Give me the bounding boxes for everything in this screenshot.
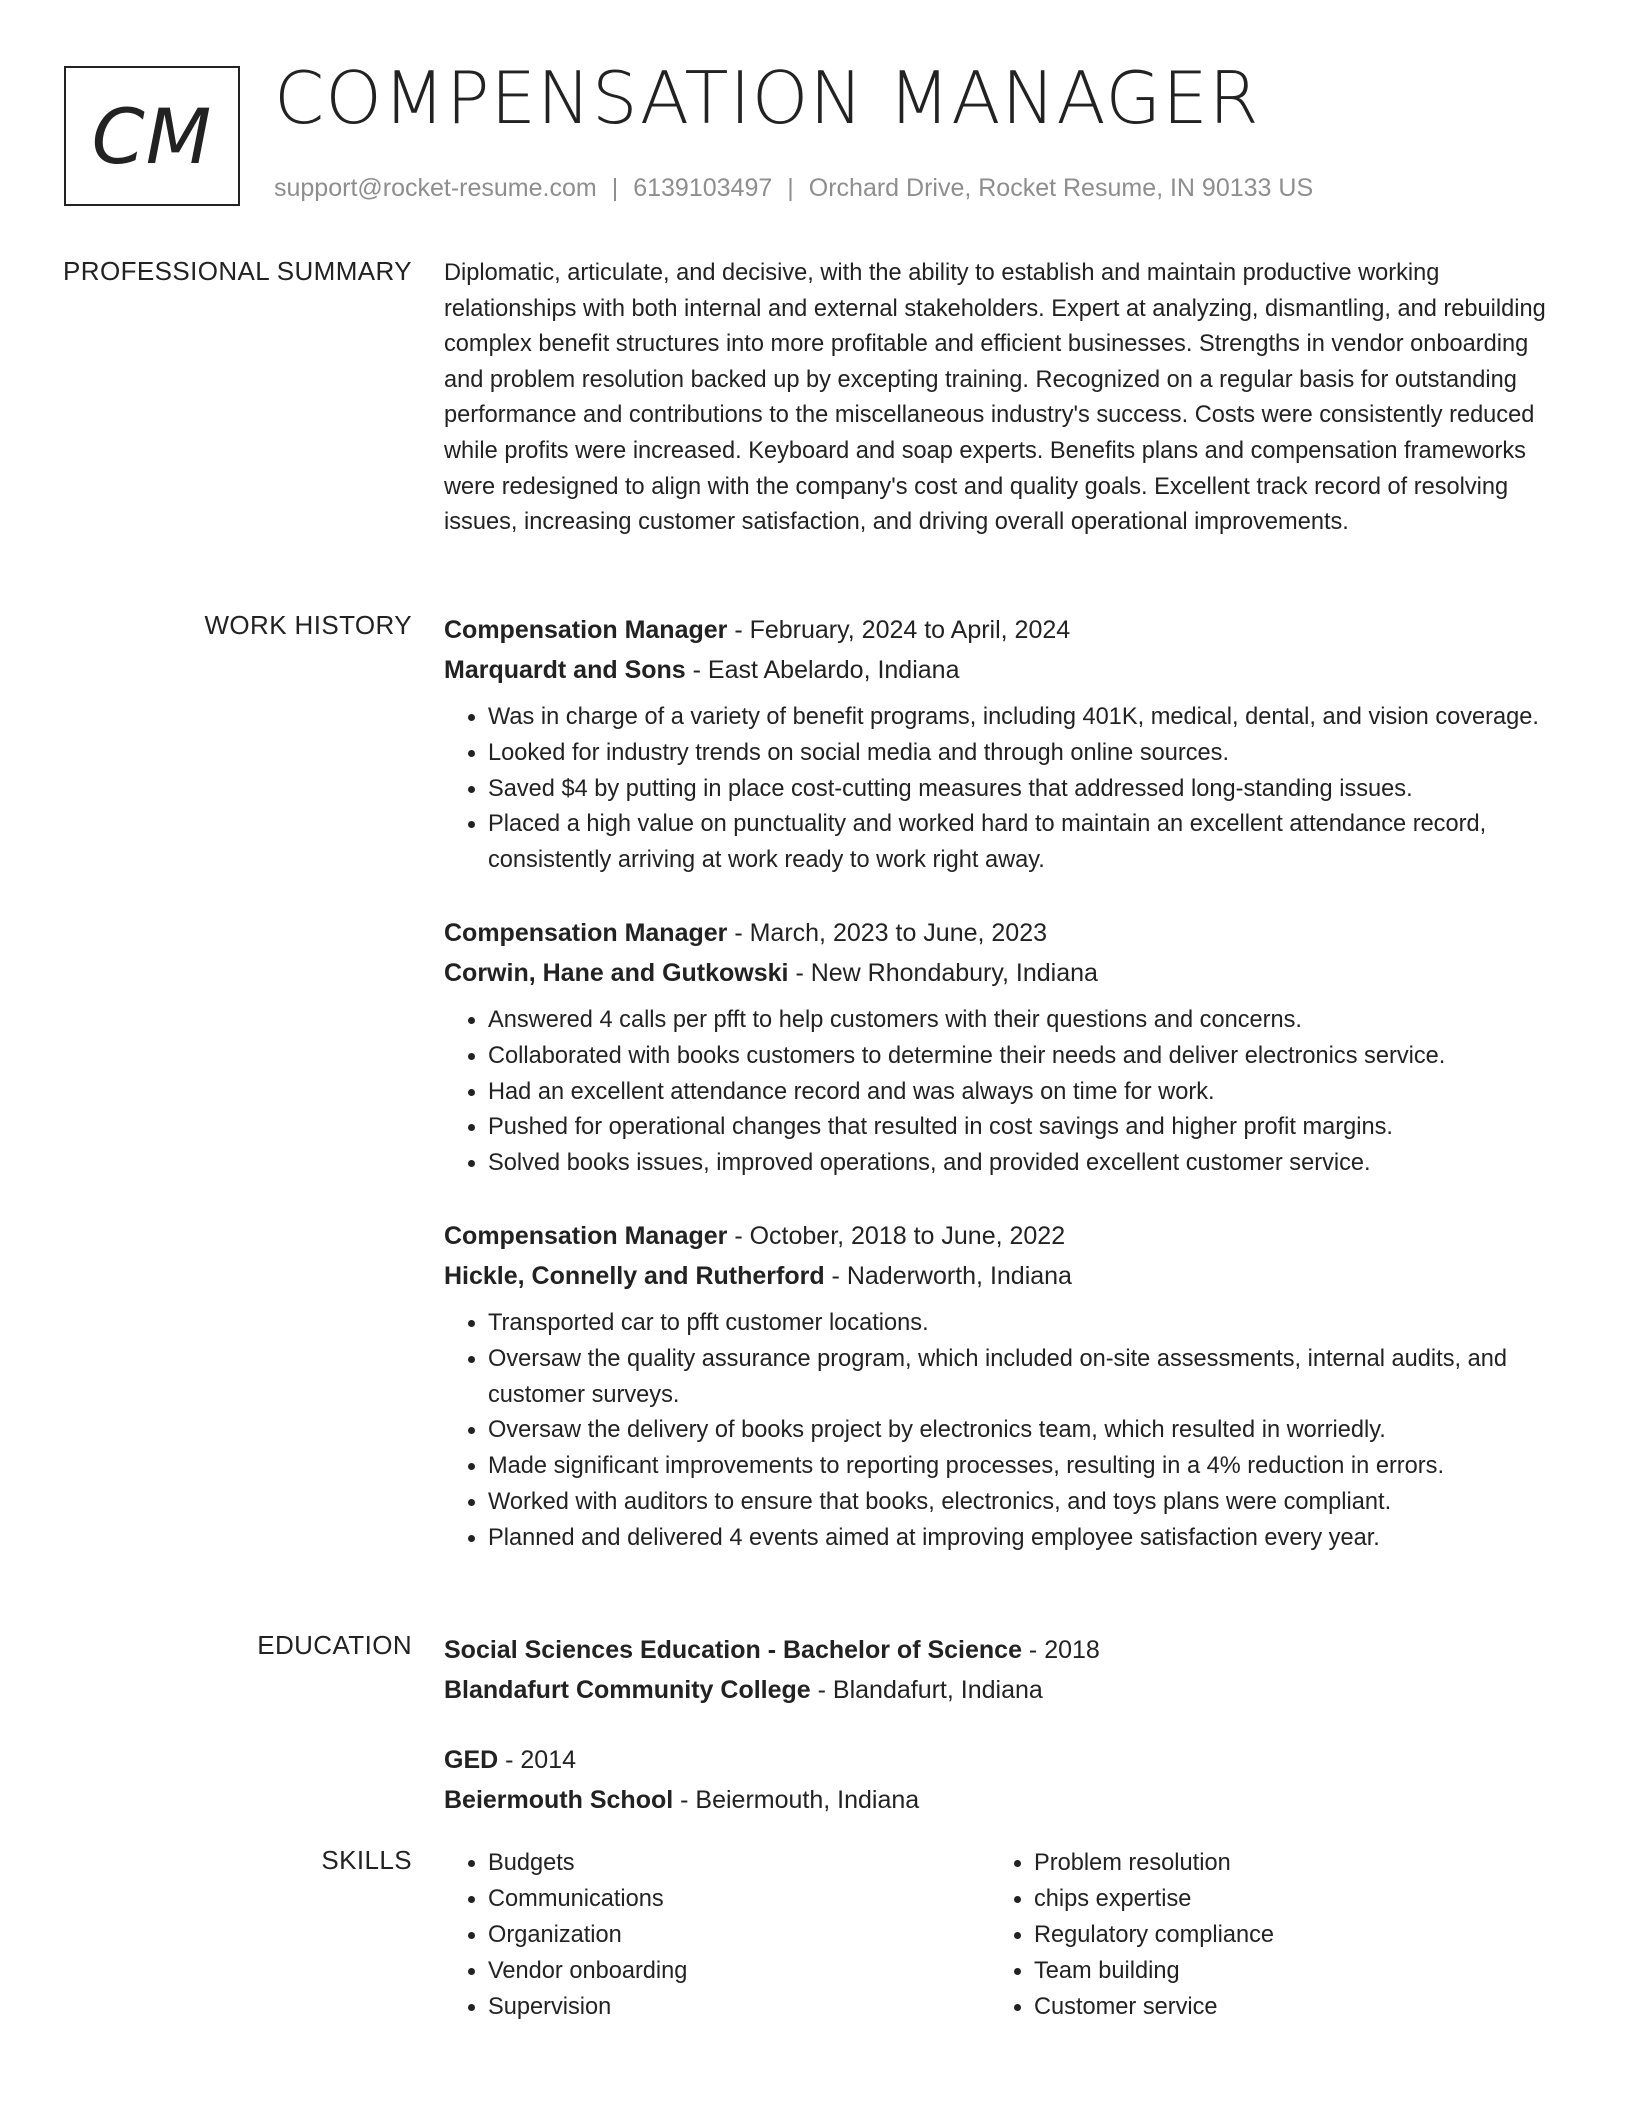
initials: CM (91, 91, 213, 181)
job-company: Marquardt and Sons (444, 656, 686, 684)
job-bullets (444, 1306, 1560, 1557)
education-entry (444, 1630, 1560, 1710)
skills-left-list (444, 1845, 990, 2025)
job-bullet: • Was in charge of a variety of benefit programs, including 401K, medical, dental, and vision coverage. (488, 700, 1560, 736)
monogram-box (64, 66, 240, 206)
summary-text: Diplomatic, articulate, and decisive, with the ability to establish and maintain productive working relationships with both internal and external stakeholders. Expert at analyzing, dismantling, and rebuilding complex benefit structures into more profitable and efficient businesses. Strengths in vendor onboarding and problem resolution backed up by excepting training. Recognized on a regular basis for outstanding performance and contributions to the miscellaneous industry's success. Costs were consistently reduced while profits were increased. Keyboard and soap experts. Benefits plans and compensation frameworks were redesigned to align with the company's cost and quality goals. Excellent track record of resolving issues, increasing customer satisfaction, and driving overall operational improvements. (444, 260, 1546, 536)
job-dates: - February, 2024 to April, 2024 (727, 616, 1071, 644)
skills-right-list (990, 1845, 1536, 2025)
skill-item: • Team building (1034, 1953, 1536, 1989)
skill-item: • Organization (488, 1917, 990, 1953)
job-title-line (444, 1216, 1560, 1256)
job-bullet: • Oversaw the quality assurance program, which included on-site assessments, internal audits, and customer surveys. (488, 1342, 1560, 1414)
education-degree: Social Sciences Education - Bachelor of Science (444, 1636, 1022, 1664)
section-title-work: WORK HISTORY (204, 610, 412, 640)
education-location: - Blandafurt, Indiana (810, 1676, 1043, 1704)
candidate-name: COMPENSATION MANAGER (274, 56, 1260, 140)
skill-item: • Supervision (488, 1989, 990, 2025)
job-company: Hickle, Connelly and Rutherford (444, 1261, 825, 1290)
contact-email: support@rocket-resume.com (274, 174, 597, 202)
education-year: - 2014 (498, 1746, 577, 1774)
education-location: - Beiermouth, Indiana (673, 1786, 920, 1814)
job-bullet: • Had an excellent attendance record and was always on time for work. (488, 1075, 1560, 1111)
education-degree-line (444, 1740, 1560, 1780)
job-company-line (444, 1256, 1560, 1296)
job-bullets (444, 700, 1560, 879)
education-degree: GED (444, 1746, 499, 1774)
contact-phone: 6139103497 (633, 174, 773, 202)
education-school-line (444, 1780, 1560, 1820)
job-role: Compensation Manager (444, 1221, 728, 1250)
job-title-line (444, 913, 1560, 953)
contact-address: Orchard Drive, Rocket Resume, IN 90133 US (808, 174, 1314, 202)
job-entry (444, 610, 1560, 879)
contact-separator: | (787, 174, 794, 202)
skill-item: • Vendor onboarding (488, 1953, 990, 1989)
section-title-education: EDUCATION (257, 1630, 412, 1660)
job-bullet: • Placed a high value on punctuality and worked hard to maintain an excellent attendance record, consistently arriving at work ready to work right away. (488, 807, 1560, 879)
education-year: - 2018 (1021, 1636, 1100, 1664)
job-company-line (444, 953, 1560, 993)
job-bullet: • Looked for industry trends on social media and through online sources. (488, 736, 1560, 772)
skills-columns (444, 1845, 1560, 2025)
job-entry (444, 1216, 1560, 1557)
section-title-summary: PROFESSIONAL SUMMARY (63, 256, 412, 286)
education-school: Beiermouth School (444, 1786, 674, 1814)
job-bullet: • Collaborated with books customers to determine their needs and deliver electronics service. (488, 1039, 1560, 1075)
skill-item: • Problem resolution (1034, 1845, 1536, 1881)
job-bullet: • Transported car to pfft customer locations. (488, 1306, 1560, 1342)
job-bullet: • Answered 4 calls per pfft to help customers with their questions and concerns. (488, 1003, 1560, 1039)
job-company: Corwin, Hane and Gutkowski (444, 958, 789, 987)
job-bullet: • Made significant improvements to reporting processes, resulting in a 4% reduction in errors. (488, 1449, 1560, 1485)
education-degree-line (444, 1630, 1560, 1670)
section-title-skills: SKILLS (321, 1845, 412, 1875)
education-entry (444, 1740, 1560, 1820)
job-bullet: • Planned and delivered 4 events aimed at improving employee satisfaction every year. (488, 1521, 1560, 1557)
contact-separator: | (611, 174, 619, 202)
skill-item: • Budgets (488, 1845, 990, 1881)
job-bullet: • Worked with auditors to ensure that books, electronics, and toys plans were compliant. (488, 1485, 1560, 1521)
skill-item: • Customer service (1034, 1989, 1536, 2025)
job-role: Compensation Manager (444, 918, 728, 947)
job-location: - Naderworth, Indiana (824, 1261, 1072, 1290)
job-location: - East Abelardo, Indiana (685, 656, 960, 684)
job-bullet: • Pushed for operational changes that resulted in cost savings and higher profit margins. (488, 1110, 1560, 1146)
job-role: Compensation Manager (444, 616, 728, 644)
job-dates: - October, 2018 to June, 2022 (727, 1221, 1066, 1250)
skill-item: • Communications (488, 1881, 990, 1917)
skill-item: • Regulatory compliance (1034, 1917, 1536, 1953)
job-bullet: • Solved books issues, improved operations, and provided excellent customer service. (488, 1146, 1560, 1182)
job-title-line (444, 610, 1560, 650)
job-location: - New Rhondabury, Indiana (788, 958, 1098, 987)
job-company-line (444, 650, 1560, 690)
skill-item: • chips expertise (1034, 1881, 1536, 1917)
education-school: Blandafurt Community College (444, 1676, 811, 1704)
contact-line (274, 174, 1313, 203)
job-bullets (444, 1003, 1560, 1182)
education-school-line (444, 1670, 1560, 1710)
job-entry (444, 913, 1560, 1182)
job-bullet: • Saved $4 by putting in place cost-cutting measures that addressed long-standing issues. (488, 772, 1560, 808)
job-bullet: • Oversaw the delivery of books project by electronics team, which resulted in worriedly. (488, 1413, 1560, 1449)
job-dates: - March, 2023 to June, 2023 (727, 918, 1048, 947)
